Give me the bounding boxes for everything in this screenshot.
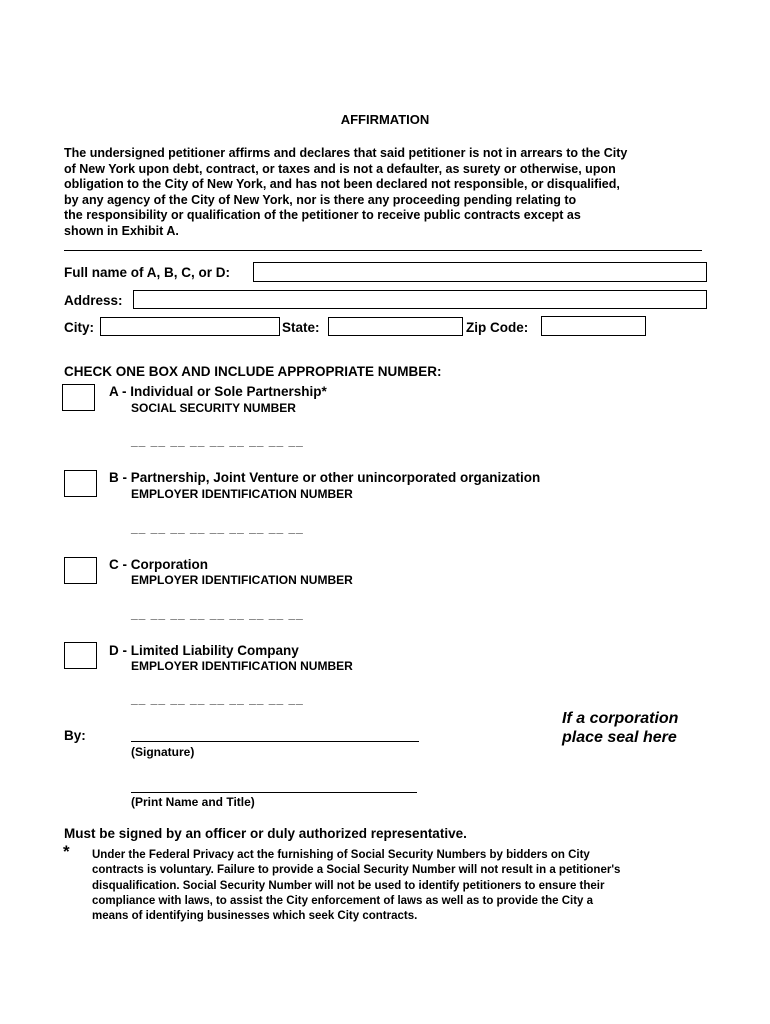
footnote-line: compliance with laws, to assist the City enforcement of laws as well as to provide the City a <box>92 894 594 907</box>
option-b-number-label: EMPLOYER IDENTIFICATION NUMBER <box>131 487 353 501</box>
option-b-label: B - Partnership, Joint Venture or other unincorporated organization <box>109 470 541 485</box>
option-d-number-blank[interactable]: __ __ __ __ __ __ __ __ __ <box>131 692 304 706</box>
address-label: Address: <box>64 293 123 308</box>
footnote-line: Under the Federal Privacy act the furnishing of Social Security Numbers by bidders on City <box>92 849 590 861</box>
option-a-number-blank[interactable]: __ __ __ __ __ __ __ __ __ <box>131 434 304 448</box>
footnote-line: contracts is voluntary. Failure to provide a Social Security Number will not result in a petitioner's <box>92 864 621 877</box>
paragraph-line: the responsibility or qualification of the petitioner to receive public contracts except as <box>64 208 581 223</box>
zip-code-field[interactable] <box>541 316 646 336</box>
paragraph-line: of New York upon debt, contract, or taxes and is not a defaulter, as surety or otherwise, upon <box>64 161 616 176</box>
checkbox-individual[interactable] <box>62 384 95 411</box>
option-c-number-blank[interactable]: __ __ __ __ __ __ __ __ __ <box>131 607 304 621</box>
check-heading: CHECK ONE BOX AND INCLUDE APPROPRIATE NUMBER: <box>64 364 442 379</box>
checkbox-corporation[interactable] <box>64 557 97 584</box>
checkbox-llc[interactable] <box>64 642 97 669</box>
must-sign-note: Must be signed by an officer or duly authorized representative. <box>64 826 467 841</box>
signature-caption: (Signature) <box>131 745 195 759</box>
option-c-label: C - Corporation <box>109 557 208 572</box>
form-title: AFFIRMATION <box>340 112 430 127</box>
paragraph-line: The undersigned petitioner affirms and declares that said petitioner is not in arrears to the City <box>64 146 628 160</box>
paragraph-line: obligation to the City of New York, and has not been declared not responsible, or disqualified, <box>64 177 620 192</box>
paragraph-line: shown in Exhibit A. <box>64 223 179 238</box>
option-c-number-label: EMPLOYER IDENTIFICATION NUMBER <box>131 573 353 587</box>
print-name-line[interactable] <box>131 792 417 793</box>
footnote-line: disqualification. Social Security Number will not be used to identify petitioners to ensure their <box>92 879 605 892</box>
paragraph-line: by any agency of the City of New York, nor is there any proceeding pending relating to <box>64 192 577 207</box>
privacy-footnote <box>92 848 708 924</box>
affirmation-paragraph <box>64 146 709 240</box>
option-d-number-label: EMPLOYER IDENTIFICATION NUMBER <box>131 659 353 673</box>
city-label: City: <box>64 320 94 335</box>
seal-note-line: If a corporation <box>562 710 679 727</box>
state-field[interactable] <box>328 317 463 336</box>
seal-note-line: place seal here <box>562 729 677 746</box>
city-field[interactable] <box>100 317 280 336</box>
option-a-number-label: SOCIAL SECURITY NUMBER <box>131 401 296 415</box>
divider-rule <box>64 250 702 251</box>
option-a-label: A - Individual or Sole Partnership* <box>109 384 327 399</box>
signature-line[interactable] <box>131 741 419 742</box>
zip-code-label: Zip Code: <box>466 320 529 335</box>
state-label: State: <box>282 320 320 335</box>
option-d-label: D - Limited Liability Company <box>109 643 299 658</box>
by-label: By: <box>64 728 86 743</box>
option-b-number-blank[interactable]: __ __ __ __ __ __ __ __ __ <box>131 521 304 535</box>
footnote-asterisk: * <box>63 842 70 861</box>
print-name-caption: (Print Name and Title) <box>131 795 255 809</box>
checkbox-partnership[interactable] <box>64 470 97 497</box>
full-name-label: Full name of A, B, C, or D: <box>64 265 231 280</box>
address-field[interactable] <box>133 290 707 309</box>
footnote-line: means of identifying businesses which seek City contracts. <box>92 910 418 923</box>
full-name-field[interactable] <box>253 262 707 282</box>
seal-note <box>562 709 678 747</box>
